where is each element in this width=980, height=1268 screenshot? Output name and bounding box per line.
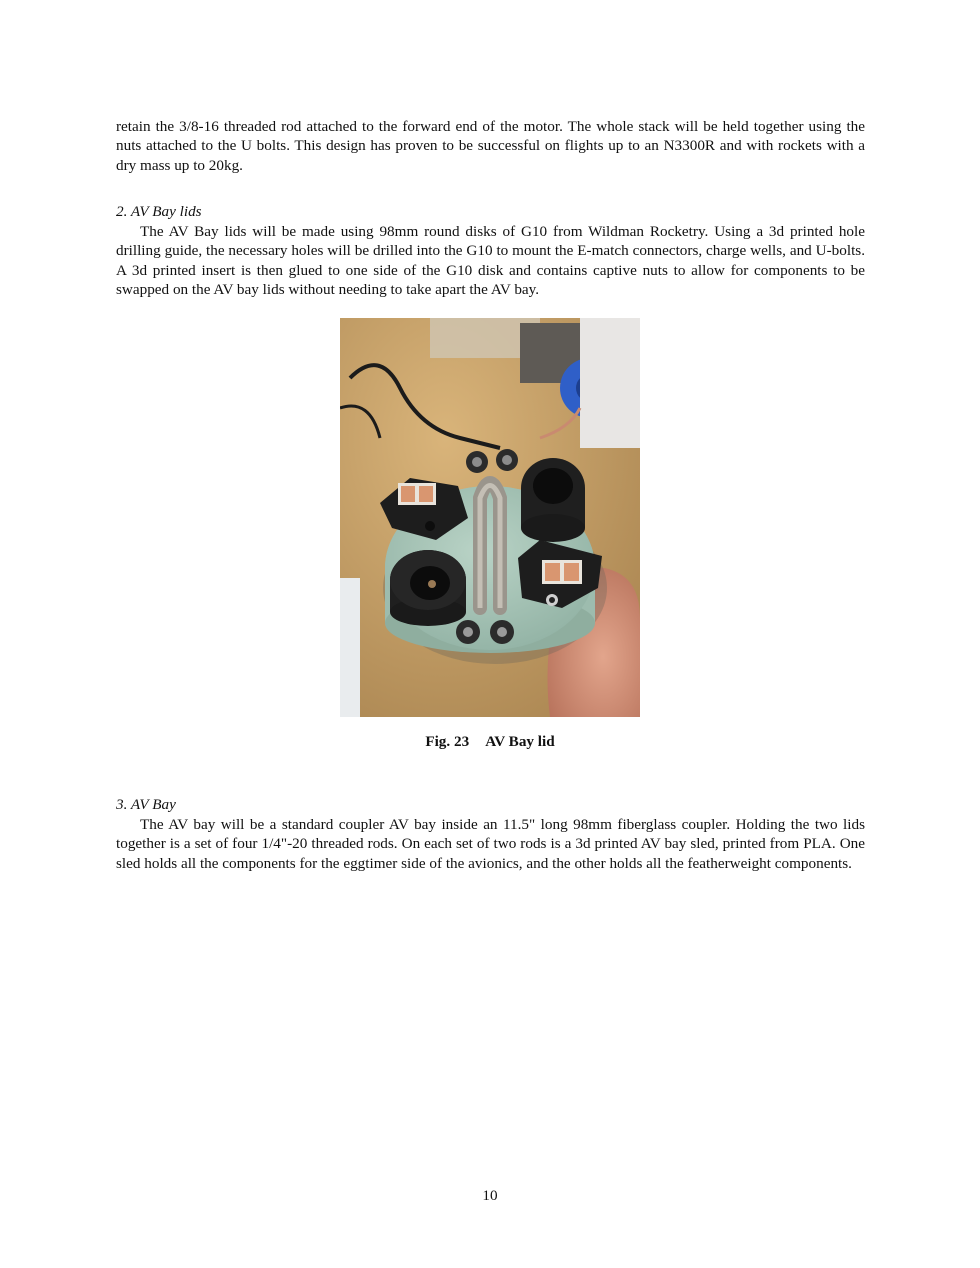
charge-well-icon <box>521 458 585 542</box>
figure-caption-text: AV Bay lid <box>485 733 555 750</box>
figure-label: Fig. 23 <box>425 733 470 750</box>
section-3-heading: 3. AV Bay <box>116 796 176 813</box>
section-3-body: The AV bay will be a standard coupler AV bay inside an 11.5" long 98mm fiberglass coupler. Holding the two lids together is a set of four 1/4"-20 threaded rods. On each set of two rods is a 3d printed AV bay sled, printed from PLA. One sled holds all the components for the eggtimer side of the avionics, and the other holds all the featherweight components. <box>116 816 865 872</box>
page-number: 10 <box>482 1187 498 1204</box>
section-2-body: The AV Bay lids will be made using 98mm round disks of G10 from Wildman Rocketry. Using a 3d printed hole drilling guide, the necessary holes will be drilled into the G10 to mount the E-match connectors, charge wells, and U-bolts. A 3d printed insert is then glued to one side of the G10 disk and contains captive nuts to allow for components to be swapped on the AV bay lids without needing to take apart the AV bay. <box>116 223 865 299</box>
section-2-heading: 2. AV Bay lids <box>116 203 202 220</box>
figure-caption <box>0 733 980 751</box>
intro-paragraph: retain the 3/8-16 threaded rod attached to the forward end of the motor. The whole stack will be held together using the nuts attached to the U bolts. This design has proven to be successful on flights up to an N3300R and with rockets with a dry mass up to 20kg. <box>116 118 865 174</box>
charge-well-icon <box>390 550 466 626</box>
av-bay-lid-photo <box>340 318 640 717</box>
av-bay-lid-illustration <box>340 318 640 717</box>
